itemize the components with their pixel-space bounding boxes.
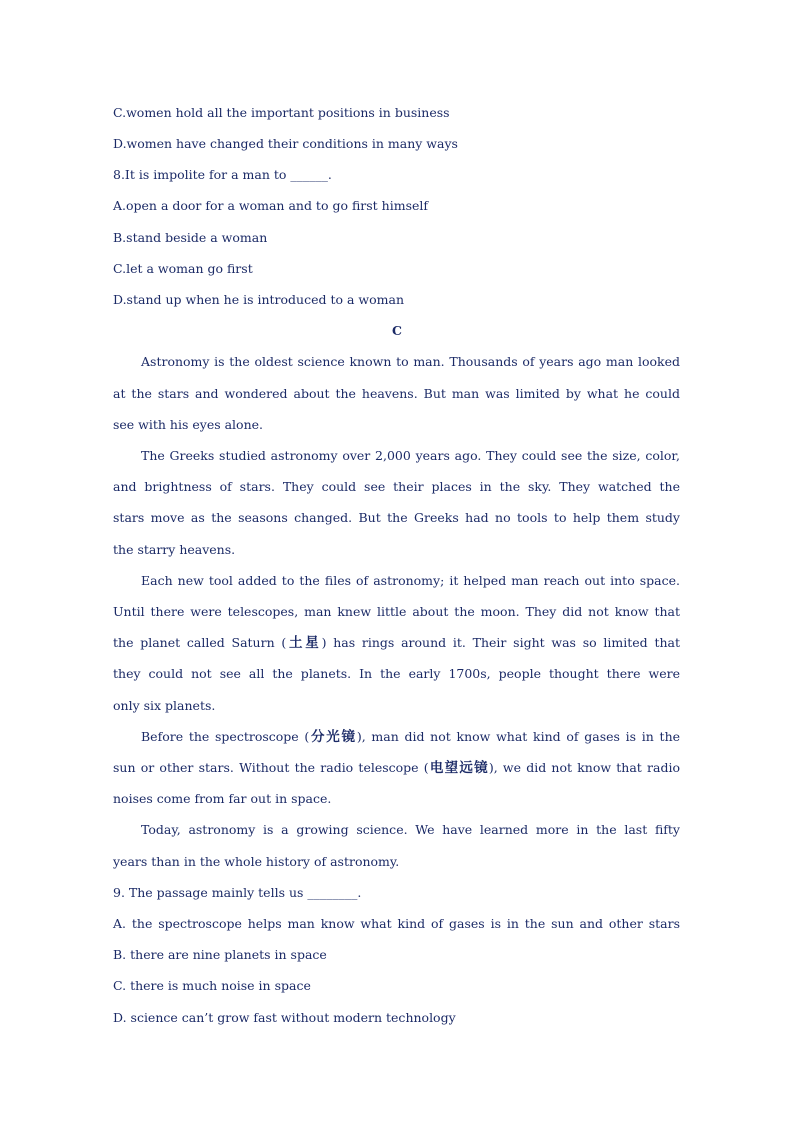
passage-line: Each new tool added to the files of astronomy; it helped man reach out into space. xyxy=(141,573,680,588)
passage-line: years than in the whole history of astronomy. xyxy=(113,854,400,869)
passage-line: only six planets. xyxy=(113,698,216,713)
passage-line: see with his eyes alone. xyxy=(113,417,264,432)
option-c-prev: C.women hold all the important positions in business xyxy=(113,105,450,120)
passage-line: stars move as the seasons changed. But the Greeks had no tools to help them study xyxy=(113,510,680,525)
chinese-gloss: 土星 xyxy=(286,635,322,651)
passage-line: at the stars and wondered about the heavens. But man was limited by what he could xyxy=(113,386,680,401)
chinese-gloss: 分光镜 xyxy=(309,729,357,745)
passage-text: sun or other stars. Without the radio telescope ( xyxy=(113,760,429,775)
question-9-option-a: A. the spectroscope helps man know what kind of gases is in the sun and other stars xyxy=(113,916,680,931)
passage-line xyxy=(113,635,680,651)
question-9-option-d: D. science can’t grow fast without modern technology xyxy=(113,1010,456,1025)
chinese-gloss: 电望远镜 xyxy=(428,760,489,776)
passage-line xyxy=(141,729,680,745)
question-8-option-c: C.let a woman go first xyxy=(113,261,253,276)
passage-text: Before the spectroscope ( xyxy=(141,729,310,744)
section-heading: C xyxy=(392,323,402,338)
passage-line: they could not see all the planets. In the early 1700s, people thought there were xyxy=(113,666,680,681)
passage-text: the planet called Saturn ( xyxy=(113,635,287,650)
question-9-option-b: B. there are nine planets in space xyxy=(113,947,327,962)
passage-line: Until there were telescopes, man knew little about the moon. They did not know that xyxy=(113,604,680,619)
option-d-prev: D.women have changed their conditions in many ways xyxy=(113,136,458,151)
question-9-stem: 9. The passage mainly tells us ________. xyxy=(113,885,362,900)
question-8-option-d: D.stand up when he is introduced to a woman xyxy=(113,292,404,307)
passage-line: The Greeks studied astronomy over 2,000 years ago. They could see the size, color, xyxy=(141,448,680,463)
passage-line xyxy=(113,760,680,776)
passage-line: Today, astronomy is a growing science. We have learned more in the last fifty xyxy=(141,822,680,837)
question-8-option-a: A.open a door for a woman and to go first himself xyxy=(113,198,429,213)
passage-line: Astronomy is the oldest science known to man. Thousands of years ago man looked xyxy=(141,354,680,369)
question-8-stem: 8.It is impolite for a man to ______. xyxy=(113,167,332,182)
passage-text: ), we did not know that radio xyxy=(488,760,680,775)
passage-line: and brightness of stars. They could see their places in the sky. They watched the xyxy=(113,479,680,494)
passage-text: ), man did not know what kind of gases is in the xyxy=(356,729,681,744)
passage-text: ) has rings around it. Their sight was so limited that xyxy=(321,635,680,650)
question-9-option-c: C. there is much noise in space xyxy=(113,978,311,993)
passage-line: noises come from far out in space. xyxy=(113,791,332,806)
question-8-option-b: B.stand beside a woman xyxy=(113,230,268,245)
passage-line: the starry heavens. xyxy=(113,542,236,557)
